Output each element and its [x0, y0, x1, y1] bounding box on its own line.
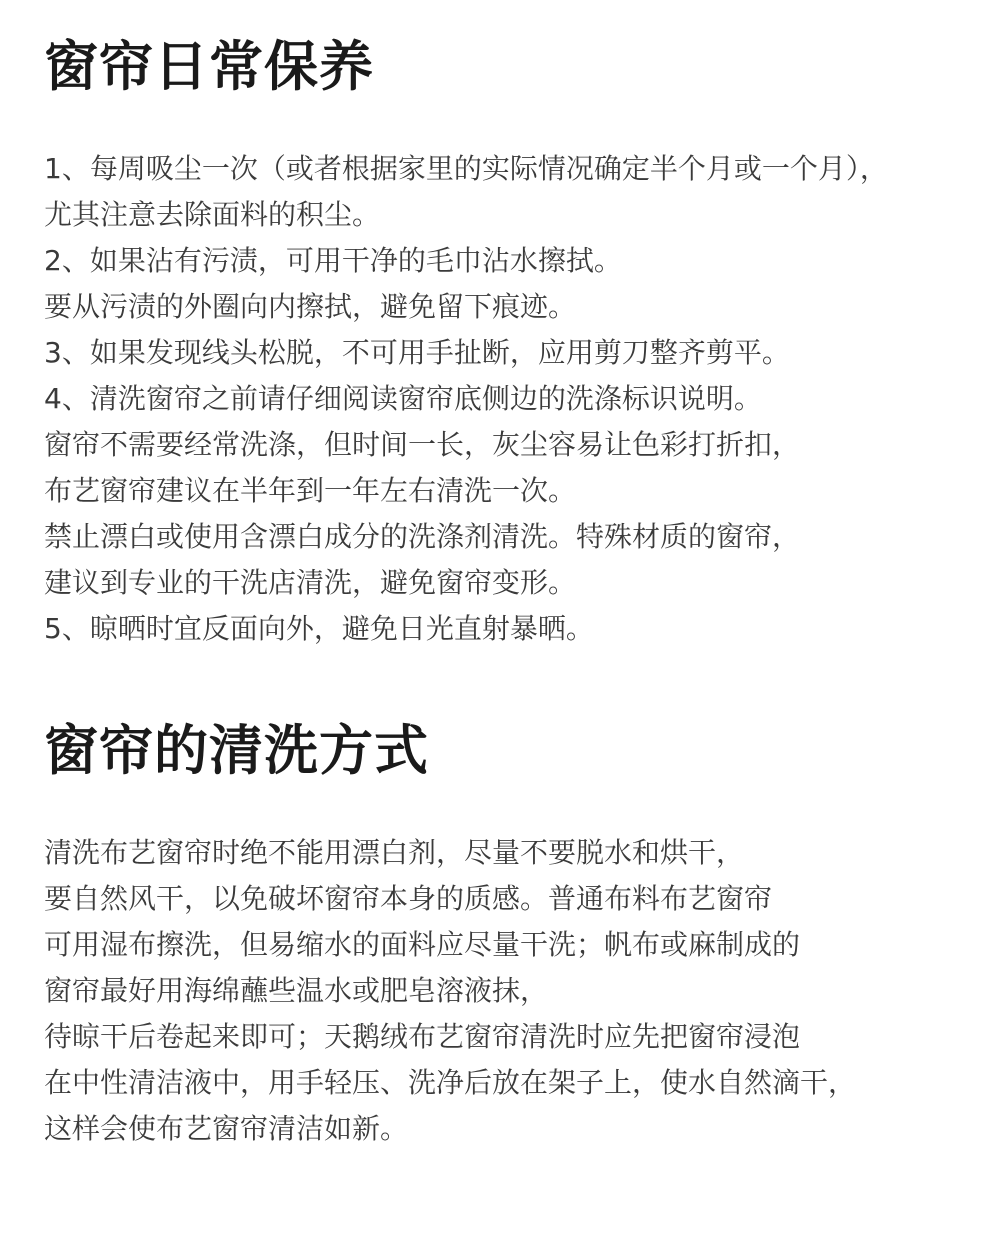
text-line: 3、如果发现线头松脱，不可用手扯断，应用剪刀整齐剪平。 — [44, 336, 790, 369]
text-line: 尤其注意去除面料的积尘。 — [44, 198, 381, 231]
section-daily-care — [44, 32, 974, 652]
text-line: 窗帘最好用海绵蘸些温水或肥皂溶液抹， — [44, 974, 549, 1007]
text-line: 在中性清洁液中，用手轻压、洗净后放在架子上，使水自然滴干， — [44, 1066, 857, 1099]
text-line: 禁止漂白或使用含漂白成分的洗涤剂清洗。特殊材质的窗帘， — [44, 520, 801, 553]
text-line: 1、每周吸尘一次（或者根据家里的实际情况确定半个月或一个月）， — [44, 152, 888, 185]
section-title-washing-method: 窗帘的清洗方式 — [44, 719, 429, 782]
text-line: 要自然风干，以免破坏窗帘本身的质感。普通布料布艺窗帘 — [44, 882, 773, 915]
section-washing-method — [44, 716, 974, 1152]
text-line: 2、如果沾有污渍，可用干净的毛巾沾水擦拭。 — [44, 244, 622, 277]
text-line: 建议到专业的干洗店清洗，避免窗帘变形。 — [44, 566, 577, 599]
section-title-daily-care: 窗帘日常保养 — [44, 35, 374, 98]
text-line: 4、清洗窗帘之前请仔细阅读窗帘底侧边的洗涤标识说明。 — [44, 382, 762, 415]
text-line: 这样会使布艺窗帘清洁如新。 — [44, 1112, 409, 1145]
text-line: 可用湿布擦洗，但易缩水的面料应尽量干洗；帆布或麻制成的 — [44, 928, 801, 961]
section-body-daily-care — [44, 146, 974, 652]
text-line: 窗帘不需要经常洗涤，但时间一长，灰尘容易让色彩打折扣， — [44, 428, 801, 461]
section-body-washing-method — [44, 830, 974, 1152]
text-line: 5、晾晒时宜反面向外，避免日光直射暴晒。 — [44, 612, 594, 645]
text-line: 清洗布艺窗帘时绝不能用漂白剂，尽量不要脱水和烘干， — [44, 836, 745, 869]
text-line: 待晾干后卷起来即可；天鹅绒布艺窗帘清洗时应先把窗帘浸泡 — [44, 1020, 801, 1053]
text-line: 布艺窗帘建议在半年到一年左右清洗一次。 — [44, 474, 577, 507]
text-line: 要从污渍的外圈向内擦拭，避免留下痕迹。 — [44, 290, 577, 323]
